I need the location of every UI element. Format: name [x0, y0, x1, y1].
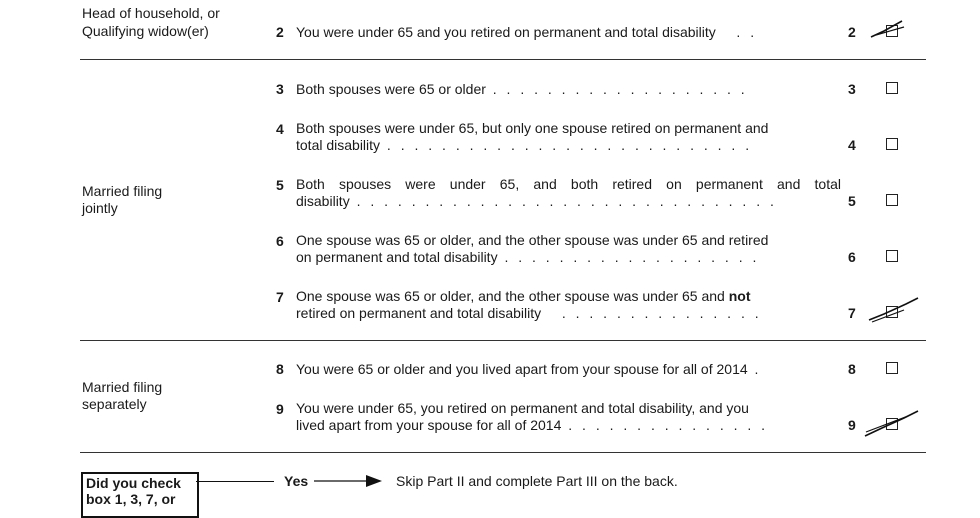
line-text — [296, 288, 841, 322]
line-number: 3 — [276, 81, 284, 97]
line-7-text-2: retired on permanent and total disability — [296, 305, 542, 321]
line-text — [296, 120, 841, 154]
did-you-check-box — [81, 472, 199, 518]
yes-leader-line — [196, 481, 274, 482]
leader-dots: . . . . . . . . . . . . . . . — [561, 417, 769, 433]
leader-dots: . . . . . . . . . . . . . . . . . . . — [485, 81, 748, 97]
handwritten-check-mark — [866, 296, 922, 326]
skip-part-instruction: Skip Part II and complete Part III on the back. — [396, 473, 678, 489]
line-5-text-2: disability — [296, 193, 350, 209]
line-number: 6 — [276, 233, 284, 249]
checkbox-line-3[interactable] — [886, 82, 898, 94]
line-3-text: Both spouses were 65 or older — [296, 81, 486, 97]
line-2-text: You were under 65 and you retired on permanent and total disability — [296, 24, 716, 40]
line-text — [296, 176, 841, 210]
line-4-text-2: total disability — [296, 137, 381, 153]
section-label-married-filing-jointly: Married filing — [82, 183, 163, 199]
line-number: 8 — [276, 361, 284, 377]
line-text — [296, 24, 757, 41]
leader-dots: . . . . . . . . . . . . . . . . . . . — [497, 249, 760, 265]
right-line-number: 6 — [848, 249, 856, 265]
handwritten-check-mark — [862, 408, 922, 440]
line-6-text-1: One spouse was 65 or older, and the other spouse was under 65 and retired — [296, 232, 769, 248]
right-line-number: 9 — [848, 417, 856, 433]
line-text — [296, 81, 748, 98]
line-4-text-1: Both spouses were under 65, but only one spouse retired on permanent and — [296, 120, 769, 136]
leader-dots: . . . . . . . . . . . . . . . . . . . . . . . . . . . . . . . — [349, 193, 777, 209]
leader-dots: . . . . . . . . . . . . . . . — [541, 305, 762, 321]
divider-rule — [80, 452, 926, 453]
section-label-qualifying-widower: Qualifying widow(er) — [82, 23, 209, 39]
right-line-number: 3 — [848, 81, 856, 97]
line-text — [296, 232, 841, 266]
right-line-number: 8 — [848, 361, 856, 377]
checkbox-line-8[interactable] — [886, 362, 898, 374]
leader-dots: . — [747, 361, 762, 377]
line-8-text: You were 65 or older and you lived apart from your spouse for all of 2014 — [296, 361, 748, 377]
line-text — [296, 400, 841, 434]
line-7-text-1: One spouse was 65 or older, and the other spouse was under 65 and — [296, 288, 725, 304]
handwritten-check-mark — [868, 17, 908, 41]
did-you-check-line-2: box 1, 3, 7, or — [86, 491, 176, 507]
line-number: 7 — [276, 289, 284, 305]
right-line-number: 2 — [848, 24, 856, 40]
arrow-right-icon — [314, 475, 384, 487]
checkbox-line-5[interactable] — [886, 194, 898, 206]
leader-dots: . . — [715, 24, 758, 40]
yes-label: Yes — [284, 473, 309, 489]
line-6-text-2: on permanent and total disability — [296, 249, 498, 265]
right-line-number: 7 — [848, 305, 856, 321]
divider-rule — [80, 340, 926, 341]
line-number: 5 — [276, 177, 284, 193]
section-label-head-of-household: Head of household, or — [82, 5, 220, 21]
top-cutoff-line — [276, 0, 876, 2]
right-line-number: 4 — [848, 137, 856, 153]
line-number: 9 — [276, 401, 284, 417]
line-9-text-1: You were under 65, you retired on permanent and total disability, and you — [296, 400, 749, 416]
section-label-jointly: jointly — [82, 200, 118, 216]
checkbox-line-4[interactable] — [886, 138, 898, 150]
line-9-text-2: lived apart from your spouse for all of 2014 — [296, 417, 562, 433]
section-label-married-filing-separately: Married filing — [82, 379, 163, 395]
line-5-text-1: Both spouses were under 65, and both retired on permanent and total — [296, 176, 841, 192]
line-number: 4 — [276, 121, 284, 137]
checkbox-line-6[interactable] — [886, 250, 898, 262]
line-number: 2 — [276, 24, 284, 40]
line-text — [296, 361, 761, 378]
did-you-check-line-1: Did you check — [86, 475, 181, 491]
line-7-not-emphasis: not — [728, 288, 751, 304]
divider-rule — [80, 59, 926, 60]
leader-dots: . . . . . . . . . . . . . . . . . . . . . . . . . . . — [380, 137, 753, 153]
right-line-number: 5 — [848, 193, 856, 209]
section-label-separately: separately — [82, 396, 147, 412]
